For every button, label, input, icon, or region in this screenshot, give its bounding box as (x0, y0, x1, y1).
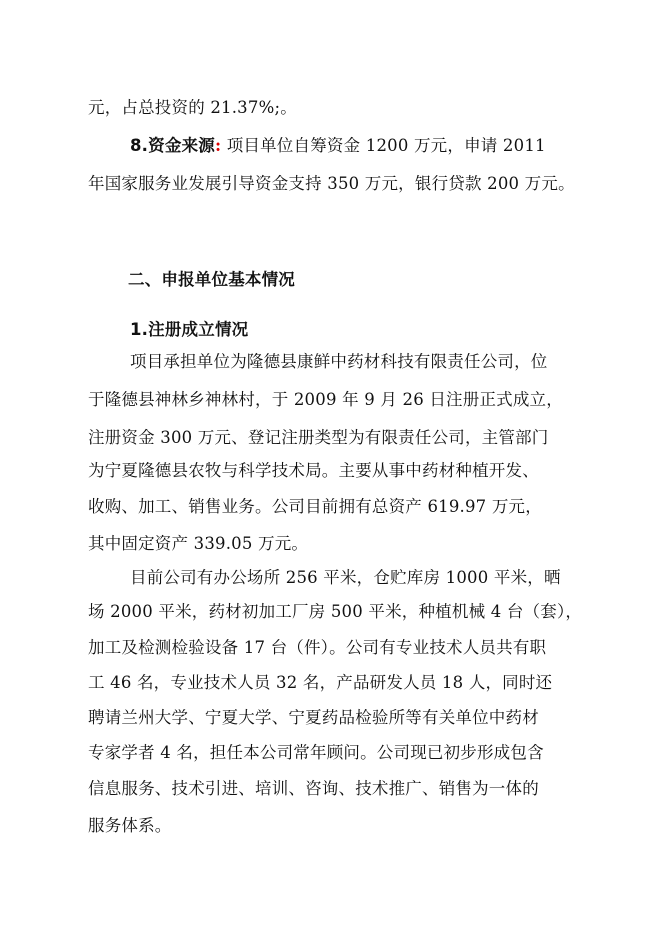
para-2-line: 场 2000 平米，药材初加工厂房 500 平米，种植机械 4 台（套）， (88, 602, 583, 621)
para-2-line: 目前公司有办公场所 256 平米，仓贮库房 1000 平米，晒 (130, 568, 561, 587)
para-1-line: 其中固定资产 339.05 万元。 (88, 534, 309, 553)
para-2-line: 专家学者 4 名，担任本公司常年顾问。公司现已初步形成包含 (88, 743, 544, 762)
para-2-line: 信息服务、技术引进、培训、咨询、技术推广、销售为一体的 (88, 779, 539, 798)
section-2-heading: 二、申报单位基本情况 (128, 270, 295, 289)
item-8-label: 8.资金来源 (130, 136, 215, 155)
para-2-line: 加工及检测检验设备 17 台（件）。公司有专业技术人员共有职 (88, 638, 547, 657)
para-2-line: 工 46 名，专业技术人员 32 名，产品研发人员 18 人，同时还 (88, 673, 553, 692)
para-1-line: 为宁夏隆德县农牧与科学技术局。主要从事中药材种植开发、 (88, 461, 539, 480)
continuation-line: 元，占总投资的 21.37%;。 (88, 98, 297, 117)
para-1-line: 注册资金 300 万元、登记注册类型为有限责任公司，主管部门 (88, 428, 549, 447)
item-8-line-2: 年国家服务业发展引导资金支持 350 万元，银行贷款 200 万元。 (88, 174, 575, 193)
para-2-line: 聘请兰州大学、宁夏大学、宁夏药品检验所等有关单位中药材 (88, 708, 539, 727)
para-1-line: 项目承担单位为隆德县康鲜中药材科技有限责任公司，位 (130, 352, 548, 371)
subsection-1-heading: 1.注册成立情况 (130, 320, 249, 339)
para-2-line: 服务体系。 (88, 816, 172, 835)
para-1-line: 于隆德县神林乡神林村，于 2009 年 9 月 26 日注册正式成立， (88, 390, 563, 409)
item-8-text: 项目单位自筹资金 1200 万元，申请 2011 (226, 136, 546, 155)
item-8-line (130, 136, 546, 156)
para-1-line: 收购、加工、销售业务。公司目前拥有总资产 619.97 万元， (88, 497, 542, 516)
item-8-colon: : (214, 136, 222, 155)
